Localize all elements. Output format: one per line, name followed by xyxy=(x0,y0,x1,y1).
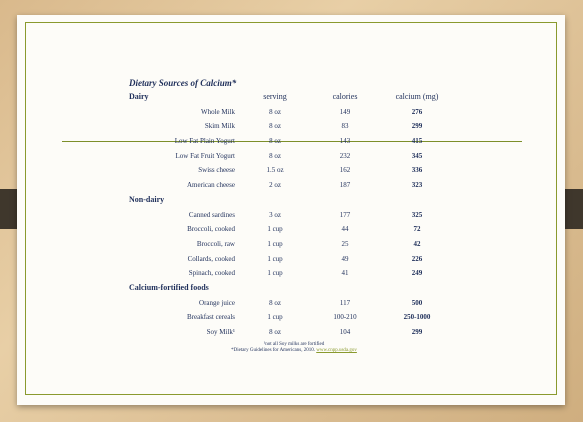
food-name: Canned sardines xyxy=(188,210,235,219)
calcium: 323 xyxy=(411,181,423,190)
calories: 162 xyxy=(339,166,351,175)
serving: 8 oz xyxy=(269,137,281,146)
food-name: Broccoli, cooked xyxy=(187,225,235,234)
food-name: Broccoli, raw xyxy=(196,239,235,248)
footnote-source-text: *Dietary Guidelines for Americans, 2010. xyxy=(231,348,317,354)
calories: 117 xyxy=(339,298,351,307)
calories: 177 xyxy=(339,210,351,219)
food-name: Breakfast cereals xyxy=(187,313,235,322)
calories: 49 xyxy=(341,254,349,263)
source-link[interactable]: www.cnpp.usda.gov xyxy=(316,348,357,354)
food-name: Spinach, cooked xyxy=(188,269,235,278)
table-row xyxy=(129,266,459,281)
section-label: Non-dairy xyxy=(129,194,165,204)
calcium-table xyxy=(129,76,459,355)
table-row xyxy=(129,310,459,325)
section-label: Calcium-fortified foods xyxy=(129,282,209,292)
calories: 83 xyxy=(341,122,349,131)
serving: 8 oz xyxy=(269,328,281,336)
food-name: Collards, cooked xyxy=(187,254,235,263)
section-fortified xyxy=(129,281,459,296)
table-row xyxy=(129,208,459,223)
food-name: Whole Milk xyxy=(200,107,235,116)
serving: 1 cup xyxy=(267,239,283,248)
serving: 8 oz xyxy=(269,298,281,307)
serving: 8 oz xyxy=(269,122,281,131)
calcium: 72 xyxy=(413,225,421,234)
calcium: 325 xyxy=(411,210,423,219)
section-nondairy xyxy=(129,193,459,208)
serving: 1 cup xyxy=(267,313,283,322)
calcium: 42 xyxy=(413,239,421,248)
table-row xyxy=(129,237,459,252)
serving: 1 cup xyxy=(267,269,283,278)
table-header xyxy=(129,90,459,105)
calcium: 415 xyxy=(411,137,423,146)
serving: 3 oz xyxy=(269,210,281,219)
serving: 2 oz xyxy=(269,181,281,190)
calories: 44 xyxy=(341,225,349,234)
calcium: 299 xyxy=(411,328,423,336)
food-name: Orange juice xyxy=(199,298,235,307)
calcium: 336 xyxy=(411,166,423,175)
calcium: 249 xyxy=(411,269,423,278)
table-row xyxy=(129,149,459,164)
footnote-soy: ¹not all Soy milks are fortified xyxy=(263,341,325,347)
calories: 100-210 xyxy=(333,313,357,322)
table-title: Dietary Sources of Calcium* xyxy=(129,78,237,88)
food-name: American cheese xyxy=(187,181,235,190)
calcium: 500 xyxy=(411,298,423,307)
calories: 149 xyxy=(339,107,351,116)
serving: 1 cup xyxy=(267,225,283,234)
calories: 41 xyxy=(341,269,349,278)
table-row xyxy=(129,119,459,134)
header-serving: serving xyxy=(263,92,287,101)
header-calcium: calcium (mg) xyxy=(395,92,439,101)
food-name: Swiss cheese xyxy=(198,166,235,175)
slide xyxy=(17,15,565,405)
footnote-source xyxy=(129,348,459,355)
calories: 232 xyxy=(339,151,351,160)
food-name: Skim Milk xyxy=(204,122,235,131)
footnotes xyxy=(129,342,459,355)
table-row xyxy=(129,178,459,193)
calories: 187 xyxy=(339,181,351,190)
table-row xyxy=(129,222,459,237)
serving: 8 oz xyxy=(269,107,281,116)
calories: 25 xyxy=(341,239,349,248)
calories: 104 xyxy=(339,328,351,336)
serving: 1 cup xyxy=(267,254,283,263)
food-name: Soy Milk¹ xyxy=(206,328,235,336)
calcium: 345 xyxy=(411,151,423,160)
table-row xyxy=(129,296,459,311)
calcium: 226 xyxy=(411,254,423,263)
food-name: Low Fat Fruit Yogurt xyxy=(175,151,235,160)
calcium: 250-1000 xyxy=(403,313,431,322)
table-row xyxy=(129,252,459,267)
table-row xyxy=(129,105,459,120)
header-calories: calories xyxy=(332,92,358,101)
serving: 8 oz xyxy=(269,151,281,160)
header-dairy: Dairy xyxy=(129,92,149,101)
calories: 143 xyxy=(339,137,351,146)
table-row xyxy=(129,325,459,340)
serving: 1.5 oz xyxy=(266,166,284,175)
table-row xyxy=(129,134,459,149)
calcium: 276 xyxy=(411,107,423,116)
table-row xyxy=(129,163,459,178)
food-name: Low Fat Plain Yogurt xyxy=(174,137,235,146)
calcium: 299 xyxy=(411,122,423,131)
